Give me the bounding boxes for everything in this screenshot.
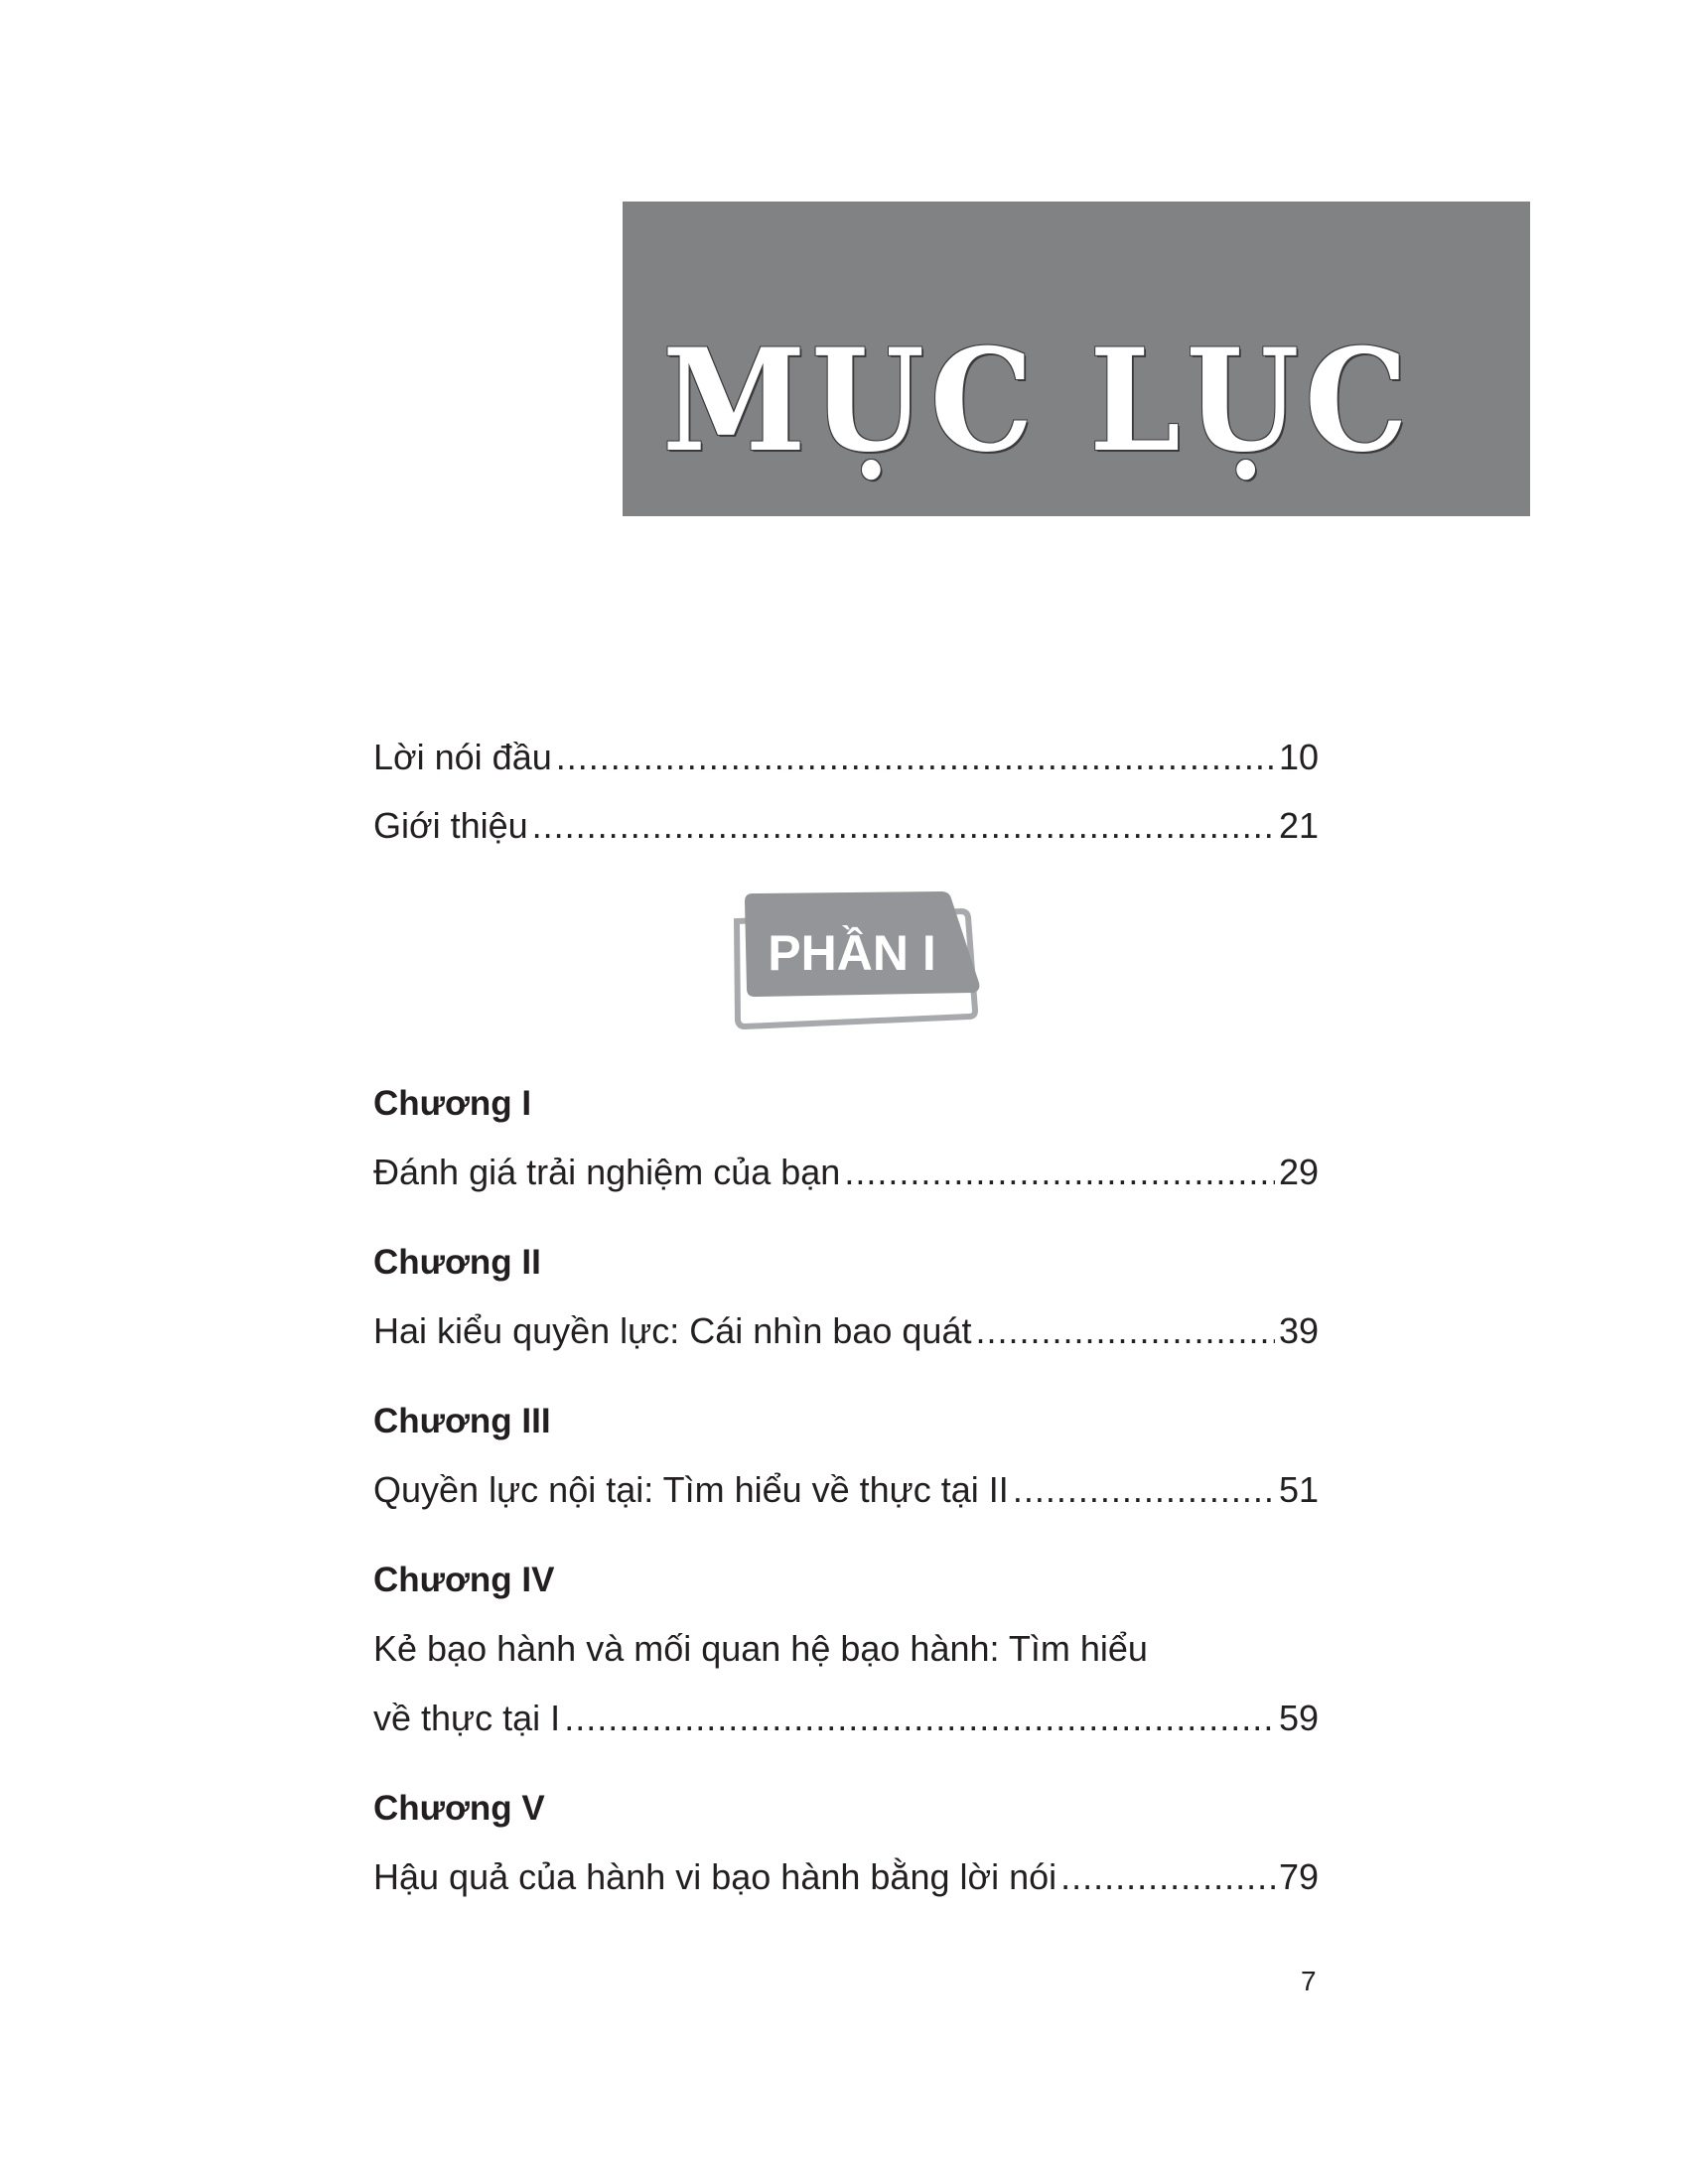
dot-leader [556, 730, 1275, 785]
chapter-heading: Chương III [373, 1402, 551, 1440]
part-label: PHẦN I [768, 925, 936, 981]
dot-leader [1060, 1849, 1275, 1905]
toc-entry-label: Lời nói đầu [373, 737, 552, 777]
toc-entry-label: Đánh giá trải nghiệm của bạn [373, 1152, 841, 1192]
toc-entry-page: 59 [1278, 1698, 1319, 1738]
dot-leader [844, 1145, 1275, 1200]
toc-entry-page: 21 [1278, 805, 1319, 846]
toc-entry-chapter-1[interactable] [373, 1145, 1319, 1200]
dot-leader [975, 1303, 1274, 1359]
toc-entry-page: 39 [1278, 1310, 1319, 1351]
chapter-heading: Chương V [373, 1789, 545, 1828]
toc-entry-page: 10 [1278, 737, 1319, 777]
toc-entry-label: Giới thiệu [373, 805, 528, 846]
chapter-heading: Chương IV [373, 1561, 555, 1599]
dot-leader [564, 1691, 1275, 1746]
toc-entry-label: về thực tại I [373, 1698, 561, 1738]
toc-entry-page: 51 [1278, 1469, 1319, 1510]
toc-entry-introduction[interactable] [373, 798, 1319, 854]
toc-entry-label: Quyền lực nội tại: Tìm hiểu về thực tại II [373, 1469, 1009, 1510]
dot-leader [532, 798, 1275, 854]
page-title: MỤC LỤC [662, 319, 1414, 483]
toc-entry-label: Hai kiểu quyền lực: Cái nhìn bao quát [373, 1310, 972, 1351]
toc-entry-preface[interactable] [373, 730, 1319, 785]
toc-entry-chapter-2[interactable] [373, 1303, 1319, 1359]
page-number: 7 [1301, 1966, 1317, 1996]
toc-entry-page: 79 [1278, 1856, 1319, 1897]
part-badge [725, 884, 993, 1032]
toc-entry-title-line[interactable]: Kẻ bạo hành và mối quan hệ bạo hành: Tìm hiểu [373, 1628, 1148, 1669]
toc-entry-page: 29 [1278, 1152, 1319, 1192]
toc-entry-chapter-5[interactable] [373, 1849, 1319, 1905]
toc-entry-chapter-3[interactable] [373, 1462, 1319, 1518]
chapter-heading: Chương I [373, 1084, 532, 1123]
title-banner [623, 202, 1530, 516]
toc-entry-chapter-4[interactable] [373, 1691, 1319, 1746]
toc-entry-label: Hậu quả của hành vi bạo hành bằng lời nói [373, 1856, 1057, 1897]
dot-leader [1013, 1462, 1275, 1518]
chapter-heading: Chương II [373, 1243, 541, 1282]
